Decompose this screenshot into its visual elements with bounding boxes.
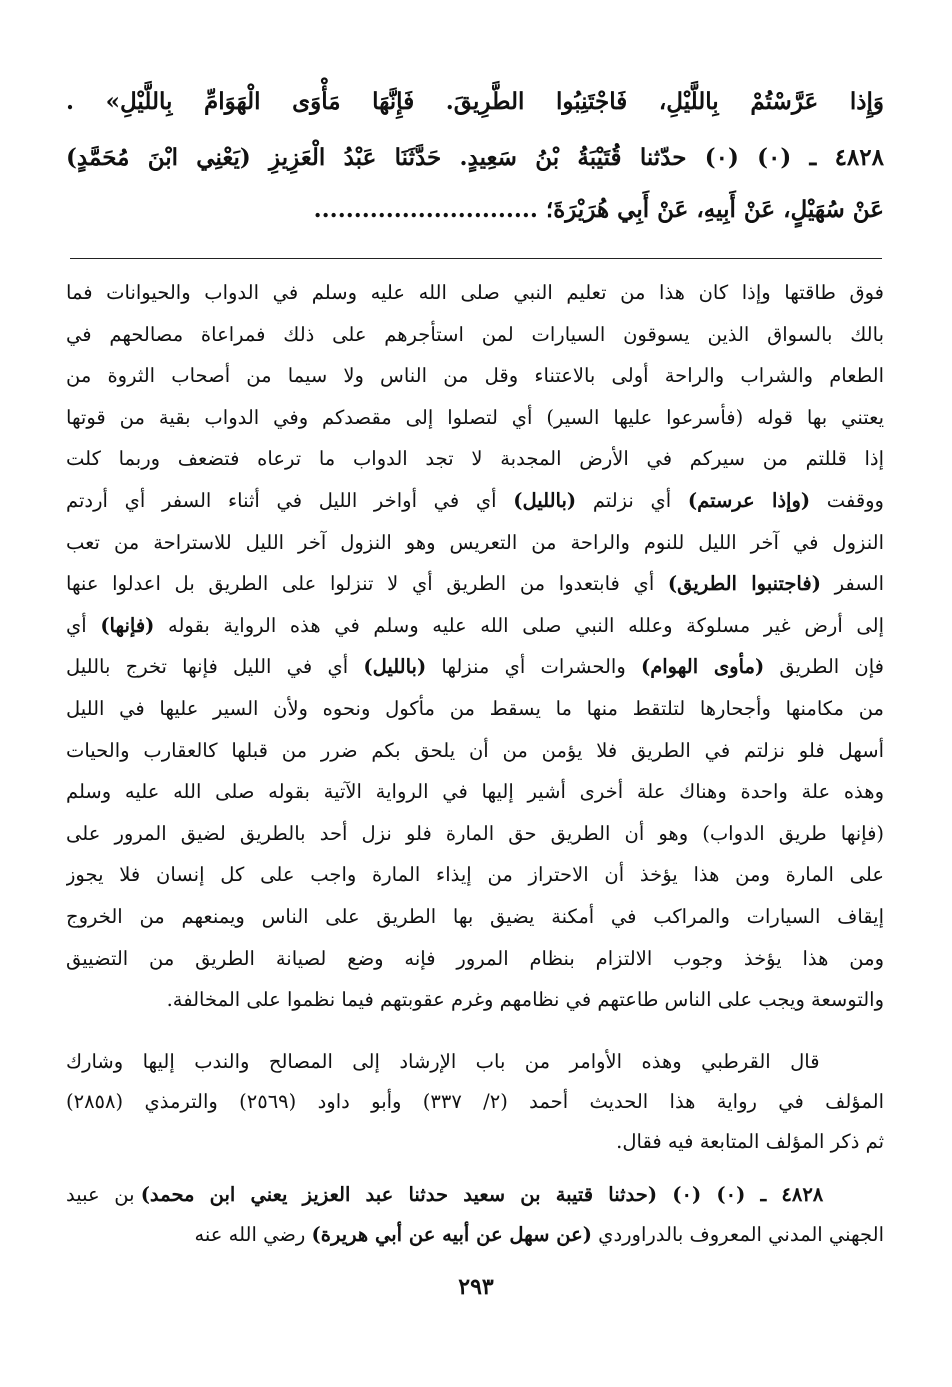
text-segment: بالك بالسواق الذين يسوقون السيارات لمن استأجرهم على ذلك فمراعاة مصالحهم في	[66, 322, 884, 346]
text-line	[66, 1215, 884, 1255]
mutabaah-paragraph	[66, 1175, 884, 1255]
bold-quote: (بالليل)	[363, 655, 427, 679]
text-line	[66, 184, 884, 236]
text-segment: أي في الليل فإنها تخرج بالليل	[66, 655, 364, 679]
footnote-divider	[70, 258, 882, 259]
text-segment: والحشرات أي منزلها	[426, 655, 641, 679]
text-line	[66, 314, 884, 356]
text-line	[66, 1122, 884, 1162]
text-line	[66, 397, 884, 439]
text-line	[66, 730, 884, 772]
text-segment: أي فابتعدوا من الطريق أي لا تنزلوا على الطريق بل اعدلوا عنها	[66, 572, 668, 596]
text-line	[66, 813, 884, 855]
bold-quote: (فاجتنبوا الطريق)	[667, 572, 821, 596]
bold-quote: (وإذا عرستم)	[687, 488, 811, 512]
text-line	[66, 979, 884, 1021]
text-line	[66, 1082, 884, 1122]
bold-quote: (حدثنا قتيبة بن سعيد حدثنا عبد العزيز يعني ابن محمد)	[140, 1183, 658, 1206]
text-segment: قال القرطبي وهذه الأوامر من باب الإرشاد إلى المصالح والندب إليها وشارك	[66, 1050, 884, 1073]
text-line	[66, 896, 884, 938]
text-line	[66, 76, 884, 132]
text-line	[66, 132, 884, 184]
text-segment: إلى أرض غير مسلوكة وعلله النبي صلى الله عليه وسلم في هذه الرواية بقوله	[154, 613, 884, 637]
text-line	[66, 688, 884, 730]
text-segment: ووقفت	[810, 488, 884, 512]
text-segment: والتوسعة ويجب على الناس طاعتهم في نظامهم وغرم عقوبتهم فيما نظموا على المخالفة.	[166, 988, 884, 1012]
text-segment: ثم ذكر المؤلف المتابعة فيه فقال.	[616, 1130, 884, 1153]
text-line	[66, 605, 884, 647]
bold-quote: (عن سهل عن أبيه عن أبي هريرة)	[311, 1223, 592, 1246]
text-segment: فإن الطريق	[764, 655, 884, 679]
text-segment: المؤلف في رواية هذا الحديث أحمد (٢/ ٣٣٧) وأبو داود (٢٥٦٩) والترمذي (٢٨٥٨)	[66, 1090, 884, 1113]
bold-quote: (مأوى الهوام)	[640, 655, 765, 679]
text-segment: من مكامنها وأجحارها لتلتقط منها ما يسقط من مأكول ونحوه ولأن السير عليها في الليل	[66, 696, 884, 720]
text-line	[66, 854, 884, 896]
text-line	[66, 355, 884, 397]
text-line	[66, 938, 884, 980]
text-segment: أي	[66, 613, 101, 637]
text-segment: رضي الله عنه	[194, 1223, 312, 1246]
text-line	[66, 1042, 884, 1082]
text-segment: ٤٨٢٨ ـ (٠) (٠) حدّثنا قُتَيْبَةُ بْنُ سَعِيدٍ. حَدَّثَنَا عَبْدُ الْعَزِيزِ (يَعْنِي ابْنَ مُحَمَّدٍ)	[66, 144, 884, 171]
sources-paragraph	[66, 1042, 884, 1162]
text-line	[66, 1175, 884, 1215]
text-line	[66, 522, 884, 564]
text-line	[66, 646, 884, 688]
text-segment: وَإِذا عَرَّسْتُمْ بِاللَّيْلِ، فَاجْتَنِبُوا الطَّرِيقَ. فَإِنَّهَا مَأْوَى الْهَوَامِّ بِاللَّيْلِ» .	[66, 88, 884, 115]
text-line	[66, 438, 884, 480]
text-segment: أي نزلتم	[576, 488, 688, 512]
text-segment: إيقاف السيارات والمراكب في أمكنة يضيق بها الطريق على الناس ويمنعهم من الخروج	[66, 904, 884, 928]
text-segment: على المارة ومن هذا يؤخذ أن الاحتراز من إيذاء المارة واجب على كل إنسان فلا يجوز	[66, 863, 884, 887]
text-segment: أي في أواخر الليل في أثناء السفر أي أردتم	[66, 488, 514, 512]
text-line	[66, 272, 884, 314]
text-line	[66, 771, 884, 813]
bold-quote: ٤٨٢٨ ـ (٠) (٠)	[657, 1183, 884, 1206]
hadith-text	[66, 76, 884, 236]
text-segment: ومن هذا يؤخذ وجوب الالتزام بنظام المرور فإنه وضع لصيانة الطريق من التضييق	[66, 946, 884, 970]
text-segment: عَنْ سُهَيْلٍ، عَنْ أَبِيهِ، عَنْ أَبِي هُرَيْرَةَ؛ ............................	[313, 196, 884, 223]
text-segment: إذا قللتم من سيركم في الأرض المجدبة لا تجد الدواب ما ترعاه فتضعف وربما كلت	[66, 447, 884, 471]
text-segment: (فإنها طريق الدواب) وهو أن الطريق حق المارة فلو نزل أحد بالطريق لضيق المرور على	[66, 821, 884, 845]
text-segment: فوق طاقتها وإذا كان هذا من تعليم النبي صلى الله عليه وسلم في الدواب والحيوانات فما	[66, 281, 884, 304]
page-number: ٢٩٣	[458, 1274, 494, 1300]
text-segment: بن عبيد	[66, 1183, 141, 1206]
text-segment: يعتني بها قوله (فأسرعوا عليها السير) أي لتصلوا إلى مقصدكم وفي الدواب بقية من قوتها	[66, 405, 884, 429]
text-line	[66, 563, 884, 605]
text-segment: وهذه علة واحدة وهناك علة أخرى أشير إليها في الرواية الآتية بقوله صلى الله عليه وسلم	[66, 780, 884, 804]
bold-quote: (فإنها)	[100, 613, 155, 637]
text-segment: السفر	[820, 572, 884, 596]
text-segment: الجهني المدني المعروف بالدراوردي	[591, 1223, 884, 1246]
text-line	[66, 480, 884, 522]
text-segment: الطعام والشراب والراحة أولى بالاعتناء وقل من الناس ولا سيما من أصحاب الثروة من	[66, 364, 884, 388]
text-segment: النزول في آخر الليل للنوم والراحة من التعريس وهو النزول آخر الليل للاستراحة من تعب	[66, 530, 884, 554]
text-segment: أسهل فلو نزلتم في الطريق فلا يؤمن من أن يلحق بكم ضرر من قبلها كالعقارب والحيات	[66, 738, 884, 762]
bold-quote: (بالليل)	[513, 488, 577, 512]
commentary-text	[66, 272, 884, 1021]
